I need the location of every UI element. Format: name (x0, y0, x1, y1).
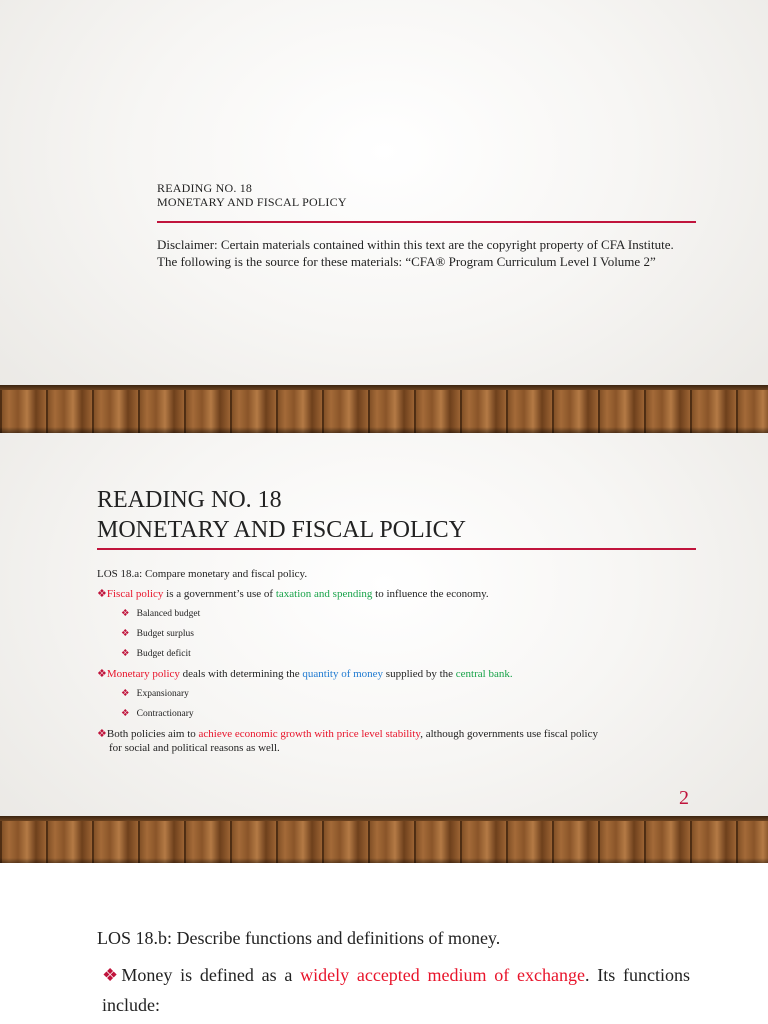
sub-bullet-label: Balanced budget (136, 609, 201, 619)
money-highlight: widely accepted medium of exchange (300, 965, 585, 985)
monetary-policy-bullet (97, 667, 697, 681)
diamond-bullet-icon: ❖ (121, 609, 130, 619)
monetary-text-2: supplied by the (383, 668, 456, 680)
diamond-bullet-icon: ❖ (102, 965, 122, 985)
fiscal-highlight: taxation and spending (275, 588, 373, 600)
both-text-3: for social and political reasons as well. (109, 742, 280, 754)
sub-bullet-label: Budget deficit (136, 649, 191, 659)
fiscal-policy-term: Fiscal policy (106, 588, 164, 600)
slide-1-title-line2: MONETARY AND FISCAL POLICY (157, 195, 347, 209)
fiscal-policy-bullet (97, 587, 697, 601)
slide-2-body (97, 567, 697, 761)
wood-floor-decoration (0, 385, 768, 433)
sub-bullet-expansionary (121, 687, 697, 701)
slide-1-title-divider (157, 221, 696, 223)
diamond-bullet-icon: ❖ (121, 709, 130, 719)
money-text-1: Money is defined as a (121, 965, 301, 985)
diamond-bullet-icon: ❖ (97, 668, 107, 680)
slide-1 (0, 0, 768, 433)
both-text-1: Both policies aim to (106, 728, 199, 740)
diamond-bullet-icon: ❖ (121, 689, 130, 699)
both-policies-bullet (97, 727, 697, 755)
diamond-bullet-icon: ❖ (97, 588, 107, 600)
sub-bullet-label: Expansionary (136, 689, 189, 699)
both-highlight: achieve economic growth with price level stability (198, 728, 421, 740)
slide-3 (0, 863, 768, 1024)
sub-bullet-label: Contractionary (136, 709, 194, 719)
diamond-bullet-icon: ❖ (121, 649, 130, 659)
page-number: 2 (679, 787, 689, 809)
sub-bullet-budget-deficit (121, 647, 697, 661)
sub-bullet-budget-surplus (121, 627, 697, 641)
monetary-text-1: deals with determining the (179, 668, 303, 680)
slide-2-title-line2: MONETARY AND FISCAL POLICY (97, 517, 466, 543)
sub-bullet-balanced-budget (121, 607, 697, 621)
sub-bullet-contractionary (121, 707, 697, 721)
monetary-highlight-1: quantity of money (302, 668, 384, 680)
slide-2 (0, 433, 768, 863)
diamond-bullet-icon: ❖ (121, 629, 130, 639)
monetary-policy-term: Monetary policy (106, 668, 180, 680)
los-18b-heading: LOS 18.b: Describe functions and definitions of money. (97, 928, 501, 948)
slide-2-title-line1: READING NO. 18 (97, 487, 282, 513)
slide-2-title (97, 485, 466, 545)
slide-2-title-divider (97, 548, 696, 550)
monetary-highlight-2: central bank. (455, 668, 513, 680)
los-18a: LOS 18.a: Compare monetary and fiscal policy. (97, 568, 308, 580)
sub-bullet-label: Budget surplus (136, 629, 194, 639)
fiscal-text-1: is a government’s use of (163, 588, 276, 600)
fiscal-text-2: to influence the economy. (372, 588, 489, 600)
diamond-bullet-icon: ❖ (97, 728, 107, 740)
slide-1-title-line1: READING NO. 18 (157, 181, 253, 195)
wood-floor-decoration (0, 816, 768, 863)
disclaimer-text: Disclaimer: Certain materials contained within this text are the copyright property of CFA Institute. The following is the source for these materials: “CFA® Program Curriculum Level I Volume 2” (157, 237, 674, 269)
slide-1-title (157, 181, 347, 209)
money-text-2: . Its functions include: (102, 965, 690, 1015)
both-text-2: , although governments use fiscal policy (420, 728, 598, 740)
money-definition-bullet (102, 960, 690, 1020)
